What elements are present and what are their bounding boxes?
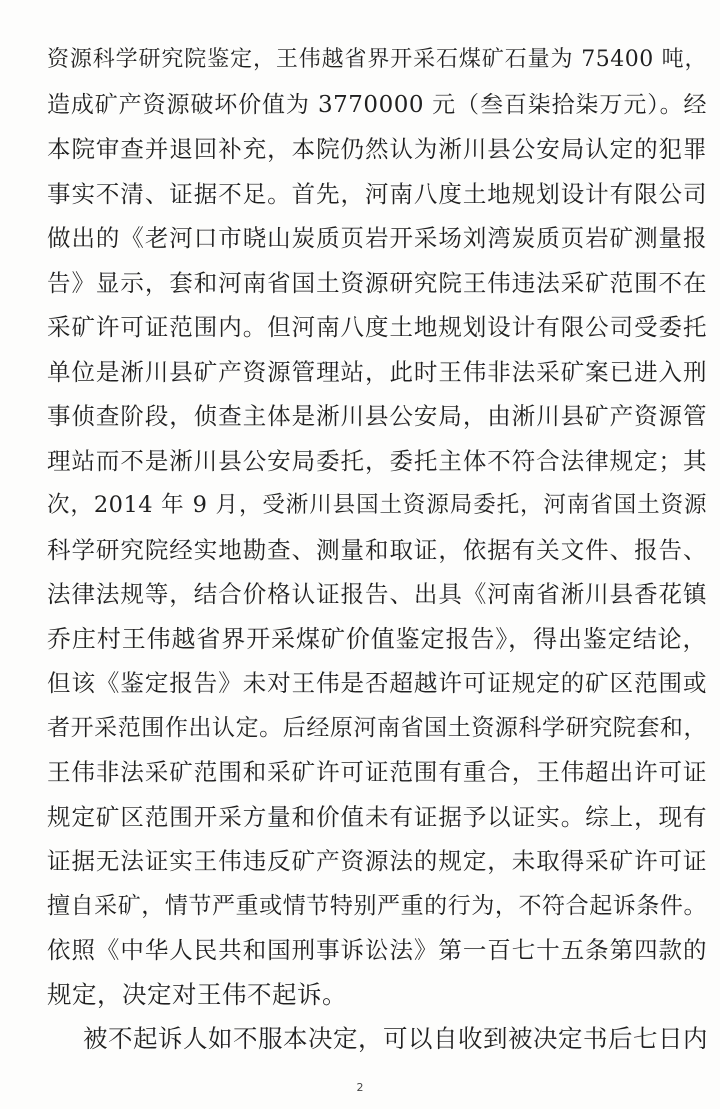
text-line-11: 次，2014 年 9 月，受淅川县国土资源局委托，河南省国土资源 xyxy=(47,492,707,518)
page-number: 2 xyxy=(356,1081,364,1094)
text-line-3: 本院审查并退回补充，本院仍然认为淅川县公安局认定的犯罪 xyxy=(47,135,707,163)
text-line-5: 做出的《老河口市晓山炭质页岩开采场刘湾炭质页岩矿测量报 xyxy=(47,224,707,252)
text-line-7: 采矿许可证范围内。但河南八度土地规划设计有限公司受委托 xyxy=(47,313,707,341)
text-line-2: 造成矿产资源破坏价值为 3770000 元（叁百柒拾柒万元）。经 xyxy=(47,91,707,118)
text-line-16: 者开采范围作出认定。后经原河南省国土资源科学研究院套和， xyxy=(47,714,707,741)
text-line-1: 资源科学研究院鉴定，王伟越省界开采石煤矿石量为 75400 吨， xyxy=(47,47,707,72)
text-line-9: 事侦查阶段，侦查主体是淅川县公安局，由淅川县矿产资源管 xyxy=(47,402,707,430)
text-line-22: 规定，决定对王伟不起诉。 xyxy=(47,979,347,1009)
text-line-6: 告》显示，套和河南省国土资源研究院王伟违法采矿范围不在 xyxy=(47,268,707,297)
text-line-18: 规定矿区范围开采方量和价值未有证据予以证实。综上，现有 xyxy=(47,802,707,831)
text-line-20: 擅自采矿，情节严重或情节特别严重的行为，不符合起诉条件。 xyxy=(47,892,707,919)
text-line-21: 依照《中华人民共和国刑事诉讼法》第一百七十五条第四款的 xyxy=(47,936,707,964)
text-line-8: 单位是淅川县矿产资源管理站，此时王伟非法采矿案已进入刑 xyxy=(47,357,707,386)
text-line-19: 证据无法证实王伟违反矿产资源法的规定，未取得采矿许可证 xyxy=(47,847,707,875)
text-line-4: 事实不清、证据不足。首先，河南八度土地规划设计有限公司 xyxy=(47,179,707,208)
text-line-23: 被不起诉人如不服本决定，可以自收到被决定书后七日内 xyxy=(83,1024,708,1053)
text-line-13: 法律法规等，结合价格认证报告、出具《河南省淅川县香花镇 xyxy=(47,580,707,608)
text-line-17: 王伟非法采矿范围和采矿许可证范围有重合，王伟超出许可证 xyxy=(47,758,707,786)
text-line-14: 乔庄村王伟越省界开采煤矿价值鉴定报告》，得出鉴定结论， xyxy=(47,624,707,653)
text-line-10: 理站而不是淅川县公安局委托，委托主体不符合法律规定；其 xyxy=(47,446,707,475)
text-line-15: 但该《鉴定报告》未对王伟是否超越许可证规定的矿区范围或 xyxy=(47,669,707,697)
text-line-12: 科学研究院经实地勘查、测量和取证，依据有关文件、报告、 xyxy=(47,535,707,564)
